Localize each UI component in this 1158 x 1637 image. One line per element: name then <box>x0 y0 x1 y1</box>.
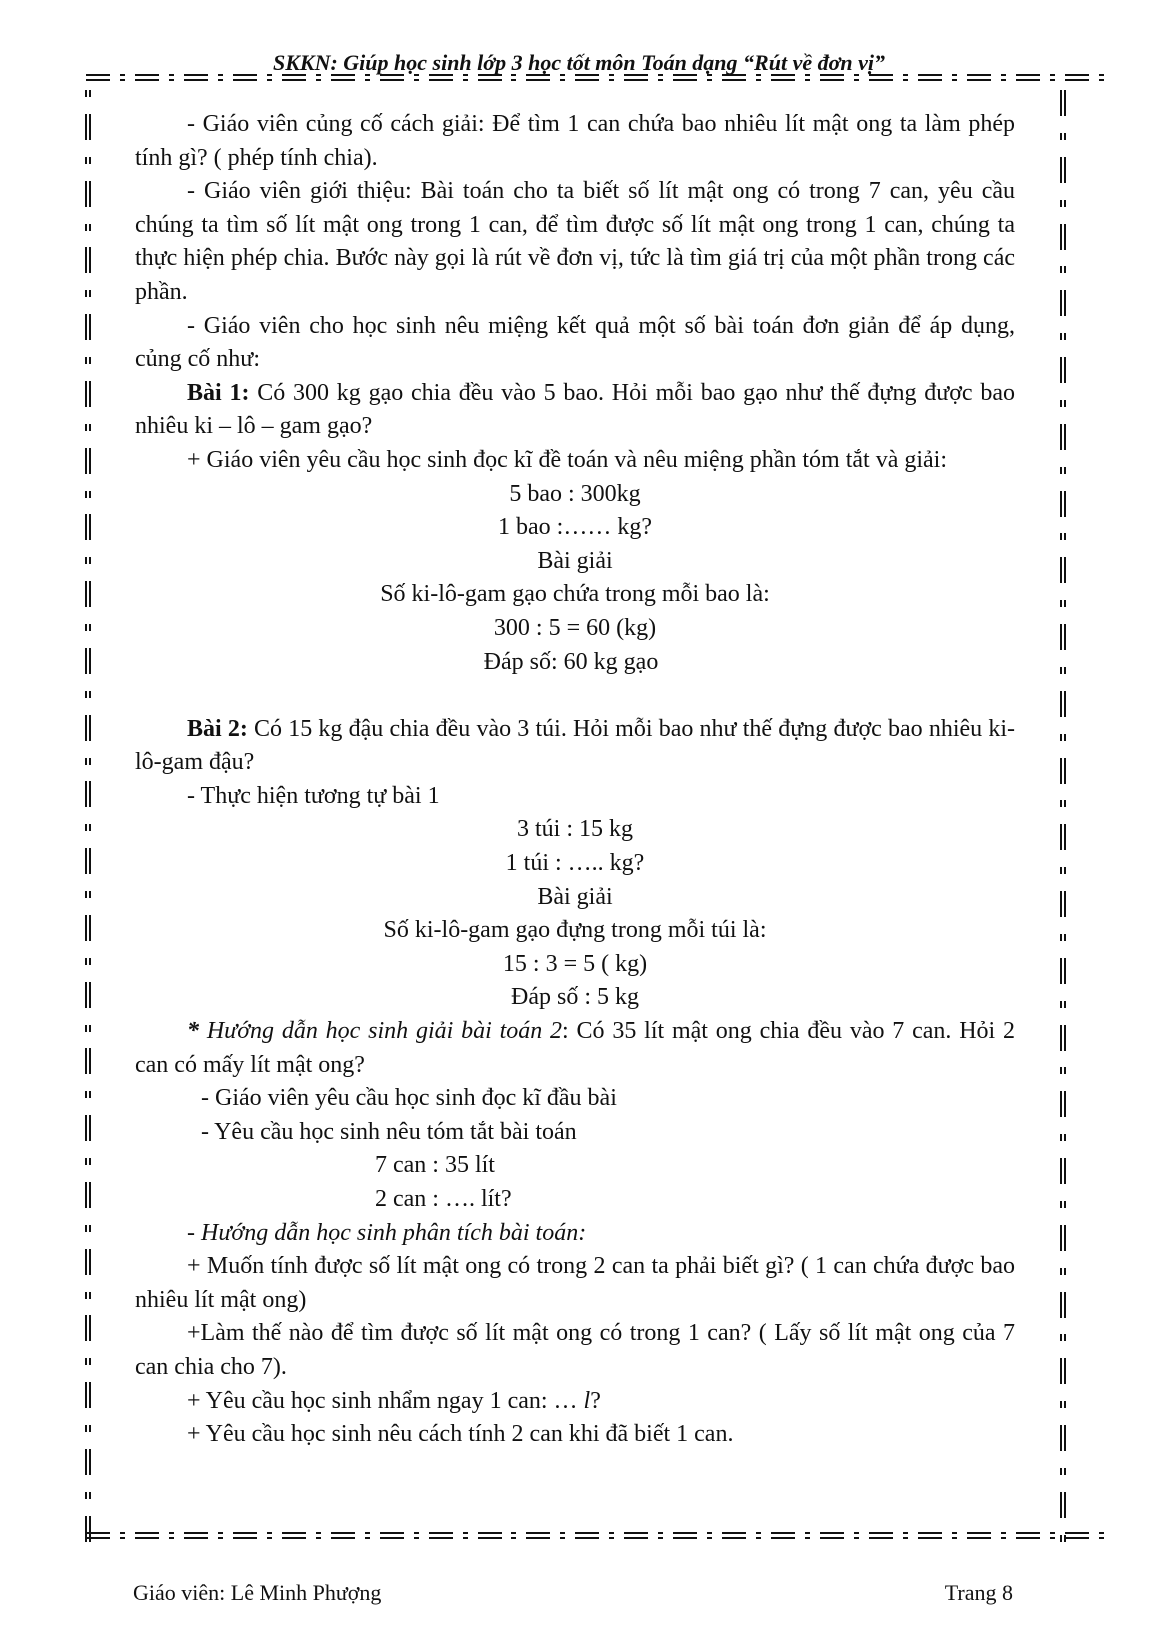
guide-lead <box>135 1015 1015 1082</box>
paragraph-nieu-mieng: - Giáo viên cho học sinh nêu miệng kết quả một số bài toán đơn giản để áp dụng, củng cố như: <box>135 312 1015 373</box>
border-dot <box>805 1532 810 1539</box>
border-tick <box>85 1091 91 1098</box>
border-tick <box>85 290 91 297</box>
border-bar <box>85 1182 91 1208</box>
border-tick <box>1060 1334 1066 1341</box>
border-tick <box>1060 467 1066 474</box>
border-bar <box>1060 290 1066 316</box>
border-bar <box>1060 824 1066 850</box>
border-tick <box>1060 333 1066 340</box>
border-dot <box>120 1532 125 1539</box>
border-dash <box>526 1532 550 1539</box>
decorative-border-bottom <box>86 1528 1104 1542</box>
border-bar <box>85 1516 91 1542</box>
page-header-title: SKKN: Giúp học sinh lớp 3 học tốt môn Toán dạng “Rút về đơn vị” <box>272 50 886 75</box>
border-bar <box>1060 1292 1066 1318</box>
border-tick <box>1060 734 1066 741</box>
border-bar <box>85 1115 91 1141</box>
border-tick <box>85 1158 91 1165</box>
guide-summary-2: 2 can : …. lít? <box>375 1186 512 1212</box>
border-dash <box>135 1532 159 1539</box>
border-dot <box>1099 1532 1104 1539</box>
border-tick <box>85 357 91 364</box>
exercise-2-solution-title: Bài giải <box>537 883 613 910</box>
border-bar <box>1060 891 1066 917</box>
border-dash <box>331 74 355 81</box>
exercise-1-answer: Đáp số: 60 kg gạo <box>483 648 659 675</box>
border-tick <box>85 1492 91 1499</box>
exercise-2-solution-line: Số ki-lô-gam gạo đựng trong mỗi túi là: <box>383 917 767 944</box>
exercise-1-text: Có 300 kg gạo chia đều vào 5 bao. Hỏi mỗi bao gạo như thế đựng được bao nhiêu ki – lô – gam gạo? <box>135 379 1015 440</box>
border-tick <box>1060 667 1066 674</box>
guide-question-1: + Muốn tính được số lít mật ong có trong 2 can ta phải biết gì? ( 1 can chứa được bao nhiêu lít mật ong) <box>135 1253 1015 1313</box>
border-bar <box>1060 1358 1066 1384</box>
border-tick <box>85 1025 91 1032</box>
border-dot <box>218 1532 223 1539</box>
border-bar <box>85 1449 91 1475</box>
border-bar <box>1060 357 1066 383</box>
exercise-1-summary-2: 1 bao :…… kg? <box>498 514 652 541</box>
border-dash <box>478 1532 502 1539</box>
border-tick <box>1060 800 1066 807</box>
border-bar <box>85 648 91 674</box>
guide-star: * <box>187 1018 207 1045</box>
border-dot <box>511 74 516 81</box>
guide-question-4: + Yêu cầu học sinh nêu cách tính 2 can khi đã biết 1 can. <box>187 1421 734 1448</box>
border-tick <box>1060 600 1066 607</box>
border-dash <box>1065 1532 1089 1539</box>
border-dot <box>707 74 712 81</box>
border-dot <box>267 74 272 81</box>
border-tick <box>1060 934 1066 941</box>
border-dash <box>967 1532 991 1539</box>
border-bar <box>1060 424 1066 450</box>
exercise-2-summary-1: 3 túi : 15 kg <box>516 816 633 843</box>
border-dash <box>135 74 159 81</box>
border-dot <box>463 1532 468 1539</box>
footer-teacher: Giáo viên: Lê Minh Phượng <box>133 1580 382 1605</box>
exercise-1-statement <box>135 377 1015 444</box>
border-dash <box>86 74 110 81</box>
border-dot <box>120 74 125 81</box>
border-dash <box>722 1532 746 1539</box>
border-tick <box>1060 867 1066 874</box>
border-dash <box>918 74 942 81</box>
exercise-2-statement <box>135 713 1015 780</box>
border-dash <box>918 1532 942 1539</box>
border-dot <box>658 1532 663 1539</box>
page-footer <box>133 1580 1013 1606</box>
border-tick <box>1060 133 1066 140</box>
border-dot <box>854 74 859 81</box>
border-tick <box>85 557 91 564</box>
border-bar <box>1060 224 1066 250</box>
border-tick <box>85 624 91 631</box>
border-bar <box>85 381 91 407</box>
border-dot <box>1001 74 1006 81</box>
guide-summary-1: 7 can : 35 lít <box>375 1152 495 1179</box>
border-bar <box>85 247 91 273</box>
blank-line <box>135 679 1015 713</box>
border-tick <box>1060 400 1066 407</box>
border-bar <box>85 982 91 1008</box>
border-tick <box>85 891 91 898</box>
border-dash <box>478 74 502 81</box>
border-bar <box>85 715 91 741</box>
border-tick <box>1060 1268 1066 1275</box>
guide-step-2: - Yêu cầu học sinh nêu tóm tắt bài toán <box>201 1118 577 1145</box>
border-tick <box>85 1292 91 1299</box>
border-dot <box>218 74 223 81</box>
border-dash <box>575 1532 599 1539</box>
border-tick <box>1060 1535 1066 1542</box>
exercise-2-text: Có 15 kg đậu chia đều vào 3 túi. Hỏi mỗi bao như thế đựng được bao nhiêu ki-lô-gam đậu? <box>135 715 1015 776</box>
border-dot <box>609 1532 614 1539</box>
border-dash <box>184 1532 208 1539</box>
border-bar <box>85 1315 91 1341</box>
border-dash <box>575 74 599 81</box>
exercise-2-answer: Đáp số : 5 kg <box>511 984 639 1011</box>
border-dash <box>869 1532 893 1539</box>
border-dot <box>414 1532 419 1539</box>
border-dash <box>282 1532 306 1539</box>
exercise-1-instruction: + Giáo viên yêu cầu học sinh đọc kĩ đề toán và nêu miệng phần tóm tắt và giải: <box>187 446 947 473</box>
border-dash <box>624 1532 648 1539</box>
border-bar <box>1060 90 1066 116</box>
border-tick <box>85 90 91 97</box>
border-dot <box>560 74 565 81</box>
border-dot <box>854 1532 859 1539</box>
border-bar <box>85 448 91 474</box>
border-dot <box>511 1532 516 1539</box>
border-dash <box>380 1532 404 1539</box>
border-tick <box>1060 1468 1066 1475</box>
exercise-2-instruction: - Thực hiện tương tự bài 1 <box>187 782 440 809</box>
border-dot <box>365 74 370 81</box>
exercise-1-label: Bài 1: <box>187 379 250 406</box>
border-tick <box>85 1225 91 1232</box>
border-dot <box>952 74 957 81</box>
exercise-1-solution-line: Số ki-lô-gam gạo chứa trong mỗi bao là: <box>380 581 770 608</box>
exercise-1-solution-title: Bài giải <box>537 547 613 574</box>
border-dash <box>1065 74 1089 81</box>
paragraph-cung-co: - Giáo viên củng cố cách giải: Để tìm 1 can chứa bao nhiêu lít mật ong ta làm phép tính gì? ( phép tính chia). <box>135 111 1015 171</box>
border-dot <box>267 1532 272 1539</box>
border-dash <box>967 74 991 81</box>
border-tick <box>85 824 91 831</box>
exercise-2-calculation: 15 : 3 = 5 ( kg) <box>502 950 648 977</box>
border-tick <box>85 758 91 765</box>
border-bar <box>1060 1025 1066 1051</box>
border-dash <box>673 1532 697 1539</box>
border-bar <box>1060 1425 1066 1451</box>
border-dot <box>903 1532 908 1539</box>
border-dash <box>771 1532 795 1539</box>
border-dot <box>1001 1532 1006 1539</box>
border-dot <box>1099 74 1104 81</box>
border-tick <box>1060 1001 1066 1008</box>
border-dot <box>169 74 174 81</box>
border-tick <box>1060 200 1066 207</box>
border-bar <box>1060 557 1066 583</box>
exercise-1-summary-1: 5 bao : 300kg <box>509 480 641 507</box>
border-dash <box>282 74 306 81</box>
border-bar <box>1060 958 1066 984</box>
border-tick <box>1060 266 1066 273</box>
border-bar <box>85 181 91 207</box>
border-dot <box>365 1532 370 1539</box>
border-tick <box>85 424 91 431</box>
border-dash <box>184 74 208 81</box>
border-dash <box>1016 1532 1040 1539</box>
border-bar <box>1060 1091 1066 1117</box>
border-bar <box>1060 491 1066 517</box>
border-tick <box>85 1358 91 1365</box>
guide-lead-text: : Có 35 lít mật ong chia đều vào 7 can. Hỏi 2 can có mấy lít mật ong? <box>135 1018 1016 1078</box>
guide-question-2: +Làm thế nào để tìm được số lít mật ong có trong 1 can? ( Lấy số lít mật ong của 7 can chia cho 7). <box>135 1320 1015 1380</box>
border-bar <box>85 114 91 140</box>
border-dash <box>429 74 453 81</box>
border-bar <box>85 1249 91 1275</box>
border-dot <box>316 74 321 81</box>
exercise-2-summary-2: 1 túi : ….. kg? <box>505 850 645 877</box>
border-dot <box>1050 74 1055 81</box>
border-dot <box>756 1532 761 1539</box>
border-tick <box>1060 1401 1066 1408</box>
border-bar <box>85 915 91 941</box>
border-dot <box>756 74 761 81</box>
border-dot <box>707 1532 712 1539</box>
border-bar <box>1060 1492 1066 1518</box>
border-tick <box>85 491 91 498</box>
border-dot <box>1050 1532 1055 1539</box>
border-bar <box>1060 1225 1066 1251</box>
border-tick <box>1060 1067 1066 1074</box>
border-bar <box>1060 1158 1066 1184</box>
border-bar <box>85 781 91 807</box>
guide-question-3-unit: l <box>583 1387 591 1414</box>
decorative-border-left <box>83 90 93 1542</box>
border-tick <box>1060 1134 1066 1141</box>
border-dash <box>233 1532 257 1539</box>
border-dash <box>380 74 404 81</box>
guide-question-3-end: ? <box>590 1387 601 1414</box>
border-dash <box>624 74 648 81</box>
border-bar <box>85 1048 91 1074</box>
border-dot <box>463 74 468 81</box>
border-dot <box>560 1532 565 1539</box>
border-tick <box>1060 533 1066 540</box>
border-dot <box>609 74 614 81</box>
border-dot <box>805 74 810 81</box>
border-dash <box>820 1532 844 1539</box>
border-dot <box>903 74 908 81</box>
border-dot <box>658 74 663 81</box>
border-bar <box>1060 624 1066 650</box>
guide-step-1: - Giáo viên yêu cầu học sinh đọc kĩ đầu bài <box>201 1085 617 1112</box>
border-dot <box>952 1532 957 1539</box>
border-bar <box>1060 758 1066 784</box>
border-dash <box>526 74 550 81</box>
border-bar <box>85 514 91 540</box>
guide-question-3 <box>135 1385 1015 1419</box>
border-dash <box>820 74 844 81</box>
paragraph-gioi-thieu: - Giáo viên giới thiệu: Bài toán cho ta biết số lít mật ong có trong 7 can, yêu cầu chúng ta tìm số lít mật ong trong 1 can, để tìm được số lít mật ong trong 1 can, chúng ta thực hiện phép chia. Bước này gọi là rút về đơn vị, tức là tìm giá trị của một phần trong các phần. <box>135 178 1015 305</box>
footer-page-number: Trang 8 <box>944 1580 1013 1605</box>
border-dash <box>869 74 893 81</box>
border-dash <box>722 74 746 81</box>
border-bar <box>85 314 91 340</box>
border-dash <box>233 74 257 81</box>
border-dot <box>414 74 419 81</box>
border-bar <box>85 1382 91 1408</box>
decorative-border-right <box>1058 90 1068 1542</box>
border-dot <box>316 1532 321 1539</box>
document-body <box>135 108 1015 1452</box>
border-tick <box>85 1425 91 1432</box>
border-tick <box>85 157 91 164</box>
guide-question-3-text: + Yêu cầu học sinh nhẩm ngay 1 can: … <box>187 1387 584 1414</box>
border-bar <box>1060 157 1066 183</box>
border-dot <box>169 1532 174 1539</box>
border-dash <box>331 1532 355 1539</box>
exercise-1-calculation: 300 : 5 = 60 (kg) <box>493 614 657 641</box>
decorative-border-top <box>86 70 1104 84</box>
border-tick <box>85 224 91 231</box>
border-dash <box>429 1532 453 1539</box>
border-dash <box>771 74 795 81</box>
border-bar <box>85 581 91 607</box>
guide-lead-italic: Hướng dẫn học sinh giải bài toán 2 <box>206 1018 563 1045</box>
border-bar <box>1060 691 1066 717</box>
exercise-2-label: Bài 2: <box>187 715 248 742</box>
border-tick <box>85 691 91 698</box>
border-dash <box>673 74 697 81</box>
border-tick <box>1060 1201 1066 1208</box>
border-bar <box>85 848 91 874</box>
border-tick <box>85 958 91 965</box>
border-dash <box>1016 74 1040 81</box>
guide-analysis-title: - Hướng dẫn học sinh phân tích bài toán: <box>187 1219 587 1246</box>
